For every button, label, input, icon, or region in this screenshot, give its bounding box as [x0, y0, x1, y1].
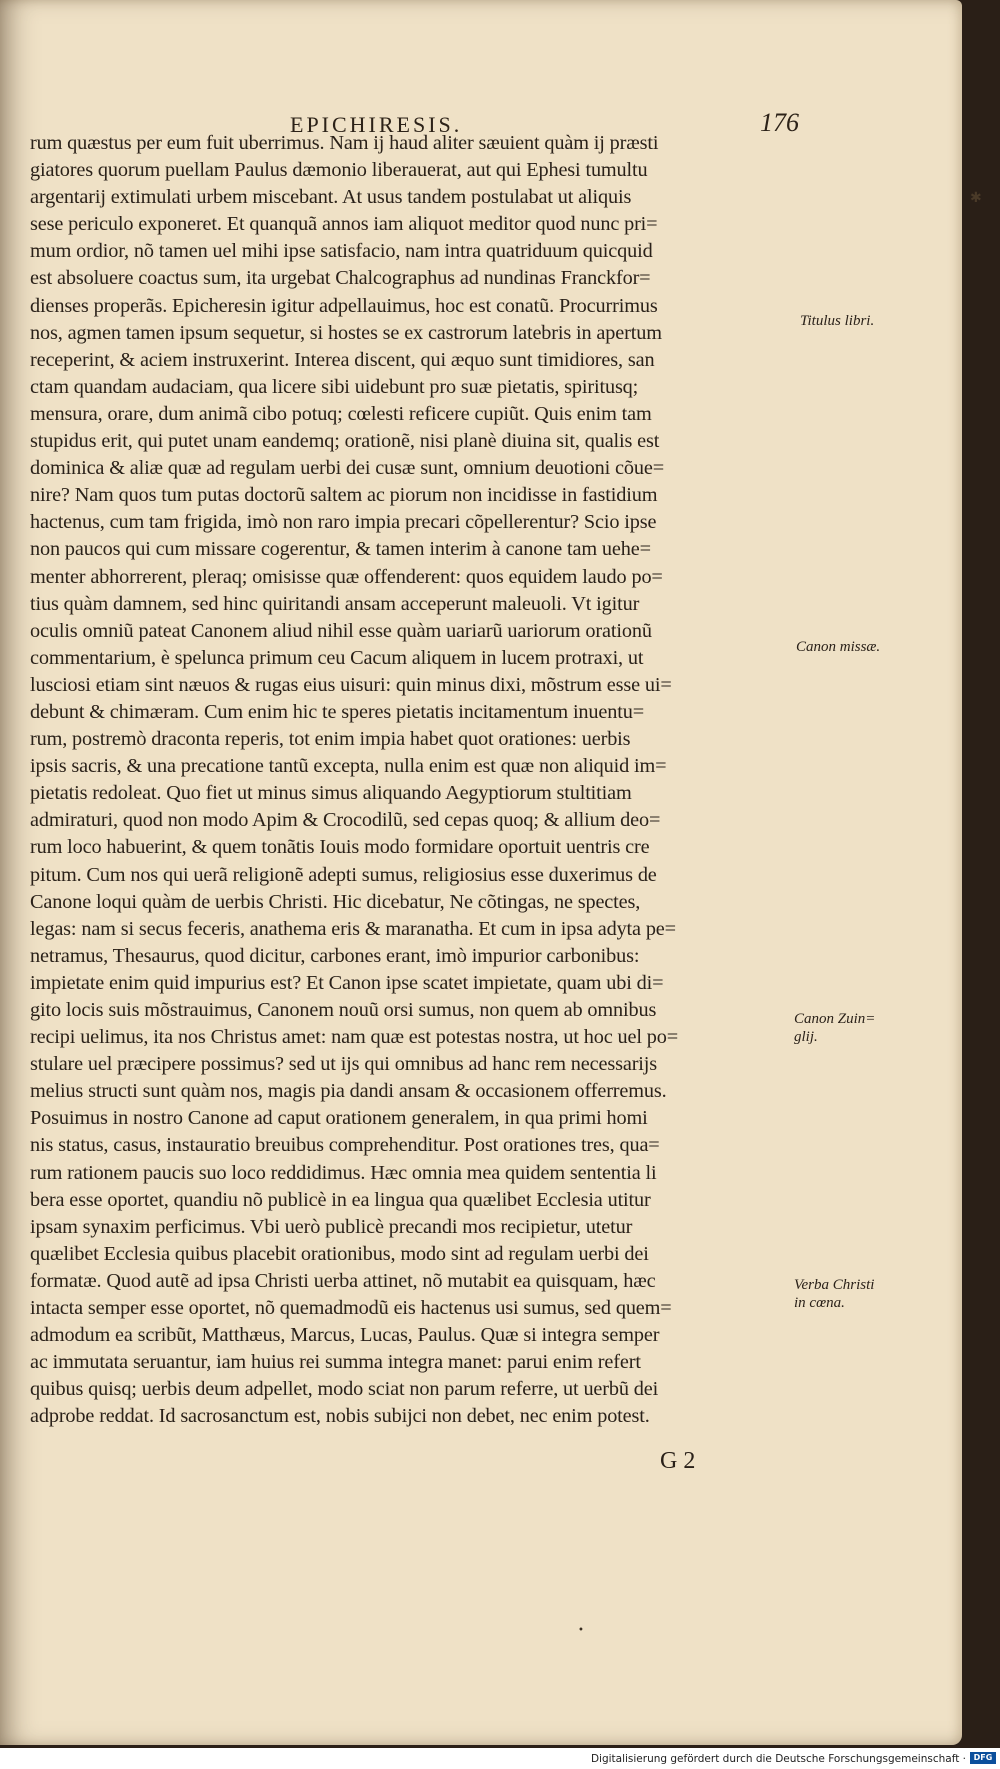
text-line: admodum ea scribũt, Matthæus, Marcus, Lucas, Paulus. Quæ si integra semper: [30, 1324, 660, 1347]
text-line: pietatis redoleat. Quo fiet ut minus simus aliquando Aegyptiorum stultitiam: [30, 782, 632, 805]
text-line: debunt & chimæram. Cum enim hic te speres pietatis incitamentum inuentu=: [30, 700, 645, 723]
margin-note-titulus: [800, 312, 874, 330]
text-line: impietate enim quid impurius est? Et Canon ipse scatet impietate, quam ubi di=: [30, 971, 664, 994]
body-text: [30, 130, 800, 1431]
margin-note-text: in cœna.: [794, 1295, 845, 1311]
text-line: ipsam synaxim perficimus. Vbi uerò publicè precandi mos recipietur, utetur: [30, 1215, 633, 1238]
text-line: admiraturi, quod non modo Apim & Crocodilũ, sed cepas quoq; & allium deo=: [30, 809, 661, 832]
text-line: rum loco habuerint, & quem tonãtis Iouis modo formidare oportuit uentris cre: [30, 836, 650, 859]
margin-note-verba-christi: [794, 1276, 904, 1312]
margin-note-canon-zuinglij: [794, 1010, 904, 1046]
text-line: bera esse oportet, quandiu nõ publicè in ea lingua qua quælibet Ecclesia utitur: [30, 1188, 651, 1211]
signature-mark: G 2: [660, 1448, 696, 1474]
page-number: 176: [760, 108, 799, 137]
text-line: stulare uel præcipere possimus? sed ut ijs qui omnibus ad hanc rem necessarijs: [30, 1053, 658, 1076]
text-line: quælibet Ecclesia quibus placebit orationibus, modo sint ad regulam uerbi dei: [30, 1242, 649, 1265]
text-line: nos, agmen tamen ipsum sequetur, si hostes se ex castrorum latebris in apertum: [30, 321, 662, 344]
text-line: oculis omniũ pateat Canonem aliud nihil esse quàm uariarũ uariorum orationũ: [30, 619, 652, 642]
text-line: mensura, orare, dum animã cibo potuq; cœlesti reficere cupiũt. Quis enim tam: [30, 402, 652, 425]
text-line: lusciosi etiam sint næuos & rugas eius uisuri: quin minus dixi, mõstrum esse ui=: [30, 673, 672, 696]
text-line: ipsis sacris, & una precatione tantũ excepta, nulla enim est quæ non aliquid im=: [30, 755, 667, 778]
text-line: commentarium, è spelunca primum ceu Cacum aliquem in lucem protraxi, ut: [30, 646, 644, 669]
text-line: ctam quandam audaciam, qua licere sibi uidebunt pro suæ pietatis, spiritusq;: [30, 375, 639, 398]
text-line: dienses properãs. Epicheresin igitur adpellauimus, hoc est conatũ. Procurrimus: [30, 294, 658, 317]
text-line: dominica & aliæ quæ ad regulam uerbi dei cusæ sunt, omnium deuotioni cõue=: [30, 457, 665, 480]
text-line: gito locis suis mõstrauimus, Canonem nouũ orsi sumus, non quem ab omnibus: [30, 999, 657, 1021]
text-line: nire? Nam quos tum putas doctorũ saltem ac piorum non incidisse in fastidium: [30, 484, 658, 507]
text-line: stupidus erit, qui putet unam eandemq; orationẽ, nisi planè diuina sit, qualis est: [30, 430, 660, 453]
margin-asterisk-mark: ✱: [970, 190, 982, 206]
margin-note-text: Verba Christi: [794, 1277, 875, 1293]
footer-credit: Digitalisierung gefördert durch die Deutsche Forschungsgemeinschaft ·: [590, 1753, 966, 1765]
text-line: formatæ. Quod autẽ ad ipsa Christi uerba attinet, nõ mutabit ea quisquam, hæc: [30, 1269, 656, 1292]
margin-note-text: Canon missæ.: [796, 639, 881, 655]
margin-note-text: Canon Zuin=: [794, 1011, 876, 1027]
ink-dot: •: [578, 1625, 584, 1636]
text-line: intacta semper esse oportet, nõ quemadmodũ eis hactenus usi sumus, sed quem=: [30, 1297, 672, 1320]
text-line: rum, postremò draconta reperis, tot enim impia habet quot orationes: uerbis: [30, 728, 631, 751]
text-line: recipi uelimus, ita nos Christus amet: nam quæ est potestas nostra, ut hoc uel po=: [30, 1026, 679, 1049]
text-line: Posuimus in nostro Canone ad caput orationem generalem, in qua primi homi: [30, 1107, 648, 1130]
margin-note-canon-missae: [796, 638, 880, 656]
text-line: est absoluere coactus sum, ita urgebat Chalcographus ad nundinas Franckfor=: [30, 267, 651, 290]
text-line: quibus quisq; uerbis deum adpellet, modo sciat non parum referre, ut uerbũ dei: [30, 1378, 659, 1401]
text-line: nis status, casus, instauratio breuibus comprehenditur. Post orationes tres, qua=: [30, 1134, 660, 1157]
text-line: melius structi sunt quàm nos, magis pia dandi ansam & occasionem offerremus.: [30, 1080, 667, 1103]
text-line: Canone loqui quàm de uerbis Christi. Hic dicebatur, Ne cõtingas, ne spectes,: [30, 890, 641, 913]
text-line: tius quàm damnem, sed hinc quiritandi ansam acceperunt maleuoli. Vt igitur: [30, 592, 640, 615]
text-line: ac immutata seruantur, iam huius rei summa integra manet: parui enim refert: [30, 1351, 641, 1374]
text-line: mum ordior, nõ tamen uel mihi ipse satisfacio, nam intra quatriduum quicquid: [30, 240, 653, 263]
text-line: legas: nam si secus feceris, anathema eris & maranatha. Et cum in ipsa adyta pe=: [30, 917, 676, 940]
text-line: non paucos qui cum missare cogerentur, & tamen interim à canone tam uehe=: [30, 538, 651, 561]
text-line: rum quæstus per eum fuit uberrimus. Nam ij haud aliter sæuient quàm ij præsti: [30, 132, 659, 154]
text-line: adprobe reddat. Id sacrosanctum est, nobis subijci non debet, nec enim potest.: [30, 1405, 650, 1428]
text-line: sese periculo exponeret. Et quanquã annos iam aliquot meditor quod nunc pri=: [30, 213, 658, 236]
text-line: menter abhorrerent, pleraq; omisisse quæ offenderent: quos equidem laudo po=: [30, 565, 663, 588]
text-line: giatores quorum puellam Paulus dæmonio liberauerat, aut qui Ephesi tumultu: [30, 159, 648, 182]
digitization-footer: [0, 1748, 1000, 1769]
text-line: receperint, & aciem instruxerint. Interea discent, qui æquo sunt timidiores, san: [30, 348, 655, 371]
running-title: EPICHIRESIS.: [290, 112, 463, 137]
margin-note-text: Titulus libri.: [800, 313, 875, 329]
text-line: hactenus, cum tam frigida, imò non raro impia precari cõpellerentur? Scio ipse: [30, 511, 657, 534]
text-line: netramus, Thesaurus, quod dicitur, carbones erant, imò impurior carbonibus:: [30, 944, 640, 967]
text-line: argentarij extimulati urbem miscebant. At usus tandem postulabat ut aliquis: [30, 186, 632, 209]
text-line: rum rationem paucis suo loco reddidimus. Hæc omnia mea quidem sententia li: [30, 1161, 657, 1184]
margin-note-text: glij.: [794, 1029, 818, 1045]
dfg-logo: DFG: [970, 1752, 996, 1764]
text-line: pitum. Cum nos qui uerã religionẽ adepti sumus, religiosius esse duxerimus de: [30, 863, 657, 886]
